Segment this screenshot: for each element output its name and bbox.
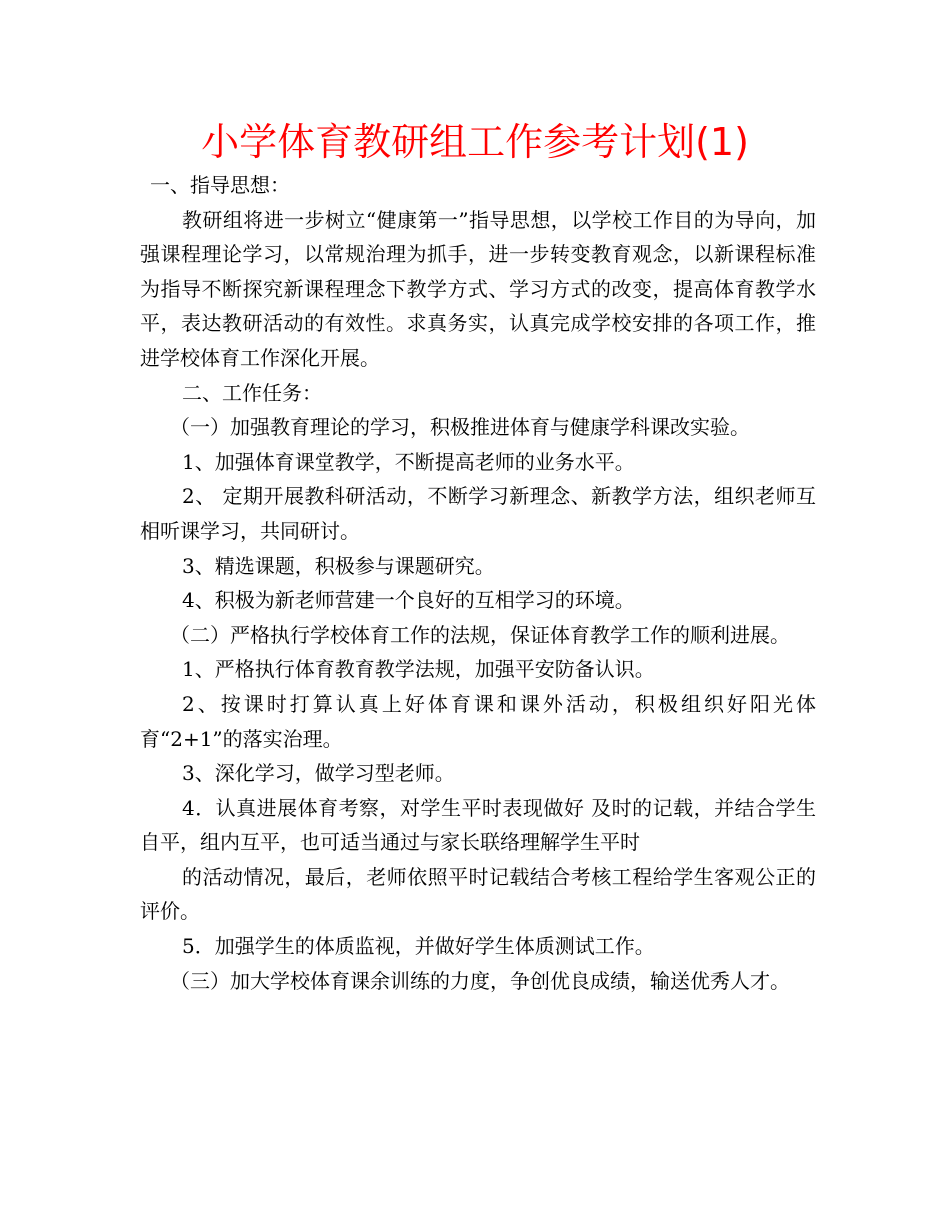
- section-heading-guiding-thought: 一、指导思想：: [150, 173, 290, 197]
- list-item: 3、精选课题，积极参与课题研究。: [182, 553, 495, 578]
- list-item: 4．认真进展体育考察，对学生平时表现做好 及时的记载，并结合学生自平，组内互平，也可适当通过与家长联络理解学生平时: [140, 795, 816, 855]
- list-item: 4、积极为新老师营建一个良好的互相学习的环境。: [182, 588, 635, 613]
- document-body: [140, 168, 816, 998]
- list-item: 5．加强学生的体质监视，并做好学生体质测试工作。: [182, 934, 655, 959]
- document-title: 小学体育教研组工作参考计划(1): [201, 120, 749, 164]
- list-item: 1、加强体育课堂教学，不断提高老师的业务水平。: [182, 449, 635, 474]
- paragraph: 教研组将进一步树立“健康第一”指导思想，以学校工作目的为导向，加强课程理论学习，以常规治理为抓手，进一步转变教育观念，以新课程标准为指导不断探究新课程理念下教学方式、学习方式的改变，提高体育教学水平，表达教研活动的有效性。求真务实，认真完成学校安排的各项工作，推进学校体育工作深化开展。: [140, 207, 816, 370]
- subsection-heading: （二）严格执行学校体育工作的法规，保证体育教学工作的顺利进展。: [170, 622, 790, 647]
- subsection-heading: （一）加强教育理论的学习，积极推进体育与健康学科课改实验。: [170, 415, 750, 440]
- list-item: 2、按课时打算认真上好体育课和课外活动，积极组织好阳光体育“2+1”的落实治理。: [140, 691, 816, 751]
- list-item: 2、 定期开展教科研活动，不断学习新理念、新教学方法，组织老师互相听课学习，共同研讨。: [140, 484, 816, 543]
- section-heading-work-tasks: 二、工作任务：: [182, 380, 322, 405]
- subsection-heading: （三）加大学校体育课余训练的力度，争创优良成绩，输送优秀人才。: [170, 968, 790, 993]
- list-item: 1、严格执行体育教育教学法规，加强平安防备认识。: [182, 657, 655, 682]
- list-item: 3、深化学习，做学习型老师。: [182, 761, 455, 786]
- list-item-continuation: 的活动情况，最后，老师依照平时记载结合考核工程给学生客观公正的评价。: [140, 864, 816, 924]
